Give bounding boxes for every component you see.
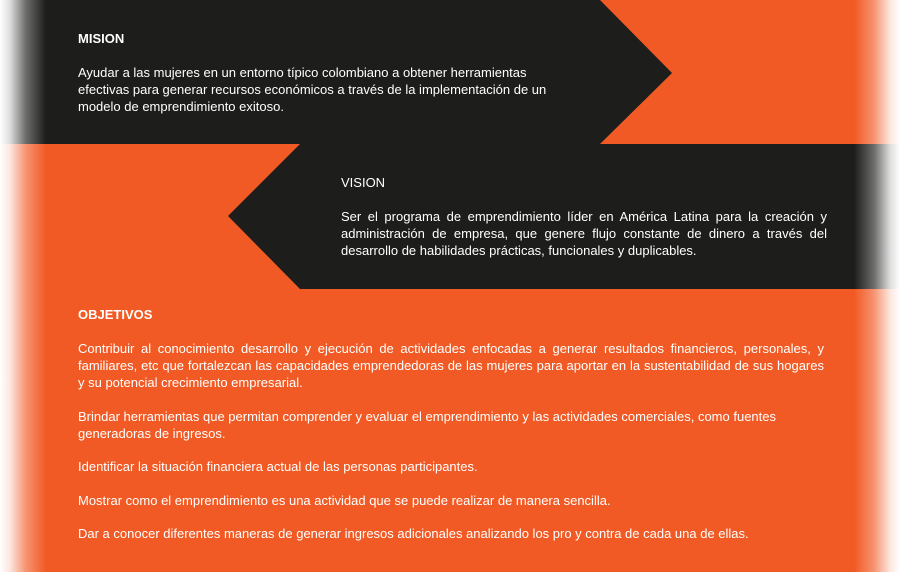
objetivo-item: Mostrar como el emprendimiento es una actividad que se puede realizar de manera sencilla.	[78, 492, 611, 508]
vision-title: VISION	[341, 175, 386, 190]
mision-section	[78, 30, 568, 115]
objetivo-item: Identificar la situación financiera actual de las personas participantes.	[78, 459, 478, 475]
objetivo-item: Brindar herramientas que permitan comprender y evaluar el emprendimiento y las actividades comerciales, como fuentes generadoras de ingresos.	[78, 408, 777, 441]
mision-text: Ayudar a las mujeres en un entorno típico colombiano a obtener herramientas efectivas para generar recursos económicos a través de la implementación de un modelo de emprendimiento exitoso.	[78, 65, 547, 114]
vision-section	[341, 174, 827, 259]
mision-title: MISION	[78, 31, 125, 46]
objetivo-item: Contribuir al conocimiento desarrollo y ejecución de actividades enfocadas a generar resultados financieros, personales, y familiares, etc que fortalezcan las capacidades emprendedoras de las mujeres para aportar en la sustentabilidad de sus hogares y su potencial crecimiento empresarial.	[78, 341, 824, 390]
objetivo-item: Dar a conocer diferentes maneras de generar ingresos adicionales analizando los pro y contra de cada una de ellas.	[78, 526, 749, 542]
objetivos-title: OBJETIVOS	[78, 307, 153, 322]
vision-text: Ser el programa de emprendimiento líder en América Latina para la creación y administración de empresa, que genere flujo constante de dinero a través del desarrollo de habilidades prácticas, funcionales y duplicables.	[341, 209, 827, 258]
objetivos-section	[78, 306, 824, 559]
